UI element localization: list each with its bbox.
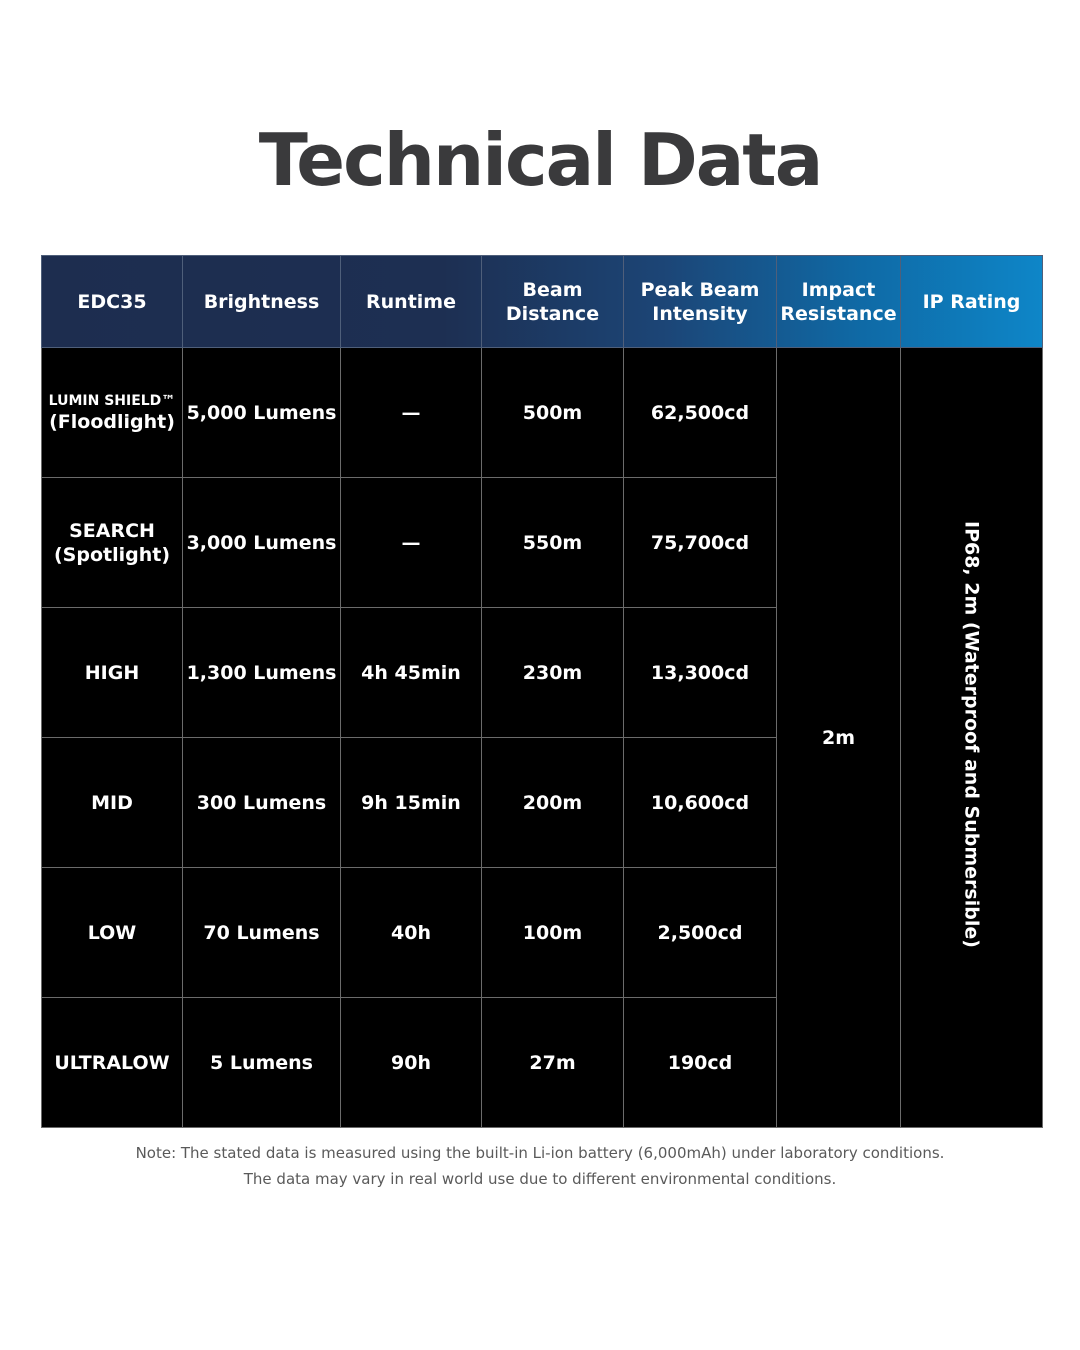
footnote-line-1: Note: The stated data is measured using the built-in Li-ion battery (6,000mAh) under laboratory conditions. (135, 1144, 945, 1162)
header-brightness: Brightness (183, 256, 341, 348)
beam-distance-cell: 230m (482, 608, 624, 738)
ip-rating-text: IP68, 2m (Waterproof and Submersible) (960, 521, 983, 948)
runtime-cell: — (341, 478, 482, 608)
beam-distance-cell: 100m (482, 868, 624, 998)
mode-cell: ULTRALOW (42, 998, 183, 1128)
runtime-cell: 40h (341, 868, 482, 998)
header-ip-rating: IP Rating (901, 256, 1043, 348)
brightness-cell: 1,300 Lumens (183, 608, 341, 738)
mode-cell: MID (42, 738, 183, 868)
runtime-cell: 90h (341, 998, 482, 1128)
technical-data-table (41, 255, 1043, 1128)
header-beam-distance (482, 256, 624, 348)
header-impact-resistance-label: Impact Resistance (780, 278, 897, 325)
header-peak-beam-intensity-label: Peak Beam Intensity (640, 278, 760, 325)
peak-intensity-cell: 13,300cd (624, 608, 777, 738)
header-impact-resistance (777, 256, 901, 348)
mode-cell: LOW (42, 868, 183, 998)
mode-cell (42, 348, 183, 478)
header-beam-distance-label: Beam Distance (505, 278, 600, 325)
mode-subtitle: (Spotlight) (53, 543, 171, 566)
peak-intensity-cell: 75,700cd (624, 478, 777, 608)
footnote-line-2: The data may vary in real world use due to different environmental conditions. (243, 1170, 837, 1188)
footnote (0, 1140, 1080, 1192)
brightness-cell: 300 Lumens (183, 738, 341, 868)
peak-intensity-cell: 2,500cd (624, 868, 777, 998)
peak-intensity-cell: 10,600cd (624, 738, 777, 868)
peak-intensity-cell: 62,500cd (624, 348, 777, 478)
header-model: EDC35 (42, 256, 183, 348)
beam-distance-cell: 27m (482, 998, 624, 1128)
brightness-cell: 5 Lumens (183, 998, 341, 1128)
brightness-cell: 3,000 Lumens (183, 478, 341, 608)
table-header-row (42, 256, 1043, 348)
mode-cell (42, 478, 183, 608)
mode-cell: HIGH (42, 608, 183, 738)
brightness-cell: 70 Lumens (183, 868, 341, 998)
mode-subtitle: (Floodlight) (49, 410, 175, 433)
mode-name: LUMIN SHIELD™ (48, 392, 176, 409)
beam-distance-cell: 550m (482, 478, 624, 608)
header-peak-beam-intensity (624, 256, 777, 348)
runtime-cell: — (341, 348, 482, 478)
beam-distance-cell: 500m (482, 348, 624, 478)
peak-intensity-cell: 190cd (624, 998, 777, 1128)
brightness-cell: 5,000 Lumens (183, 348, 341, 478)
runtime-cell: 9h 15min (341, 738, 482, 868)
page-title: Technical Data (258, 118, 822, 202)
runtime-cell: 4h 45min (341, 608, 482, 738)
ip-rating-cell (901, 348, 1043, 1128)
impact-resistance-cell: 2m (777, 348, 901, 1128)
table-row (42, 348, 1043, 478)
header-runtime: Runtime (341, 256, 482, 348)
beam-distance-cell: 200m (482, 738, 624, 868)
mode-name: SEARCH (69, 519, 155, 542)
